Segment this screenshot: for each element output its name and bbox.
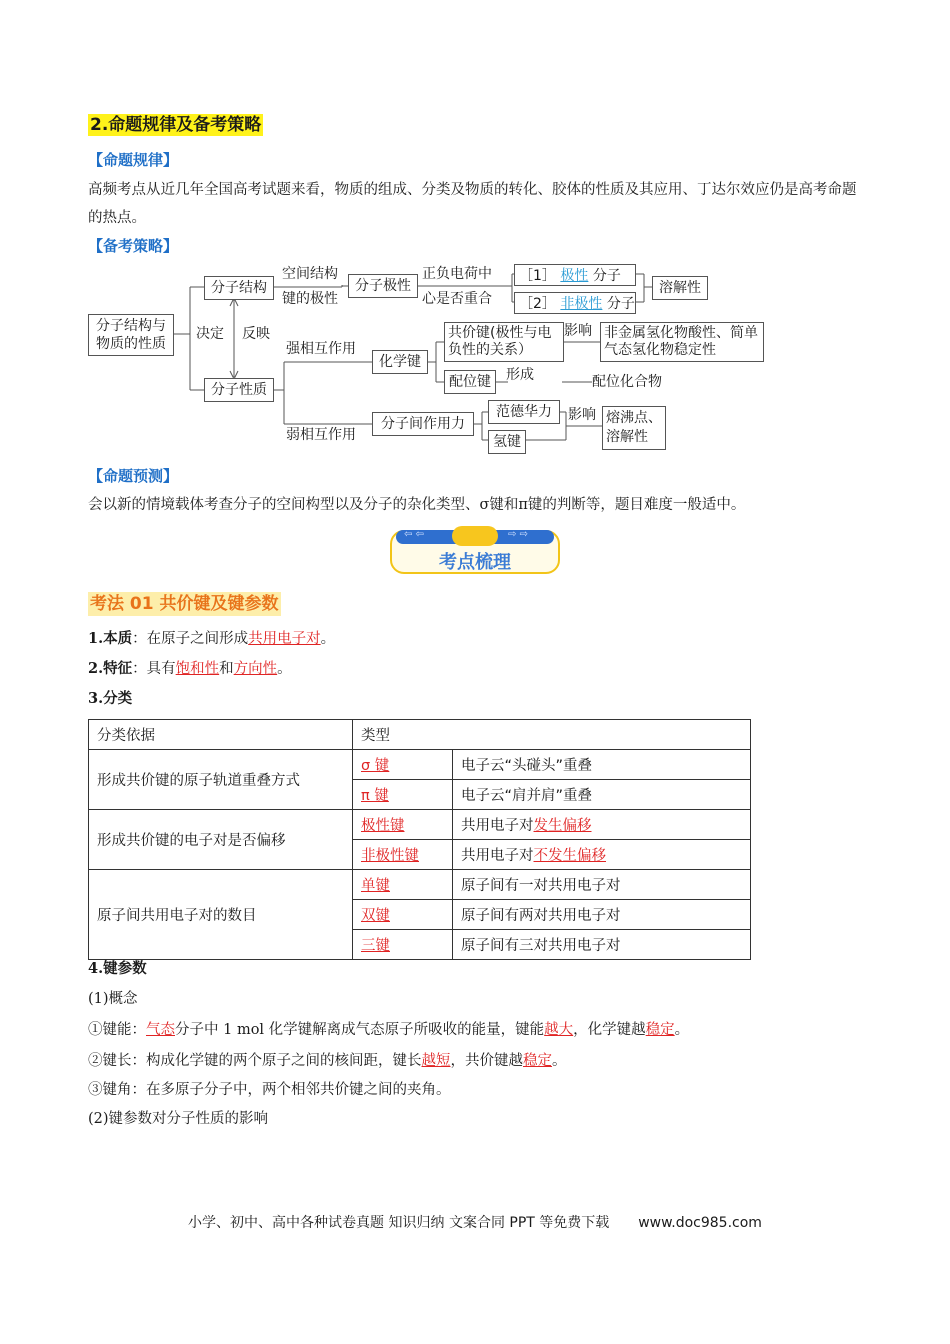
length-answer-2: 稳定 <box>523 1053 552 1069</box>
table-header-basis: 分类依据 <box>89 720 353 750</box>
reflect-label: 反映 <box>242 326 270 342</box>
melting-point-node: 熔沸点、溶解性 <box>602 406 666 450</box>
feature-pre: ：具有 <box>132 661 176 677</box>
strategy-heading: 【备考策略】 <box>88 237 179 255</box>
group-shift: 形成共价键的电子对是否偏移 <box>89 810 353 870</box>
property-node: 分子性质 <box>204 378 274 402</box>
table-header-row <box>89 720 751 750</box>
nonpolar-desc-pre: 共用电子对 <box>461 848 534 864</box>
pi-desc: 电子云“肩并肩”重叠 <box>453 780 751 810</box>
feature-label: 2.特征 <box>88 660 133 677</box>
kaofa-title: 考法 01 共价键及键参数 <box>90 594 279 614</box>
polar-molecule-node <box>514 264 636 286</box>
center-question-2: 心是否重合 <box>422 291 492 307</box>
acidity-node: 非金属氢化物酸性、简单气态氢化物稳定性 <box>600 322 764 362</box>
concept-map <box>86 262 766 462</box>
chem-bond-node: 化学键 <box>372 350 428 374</box>
footer-text: 小学、初中、高中各种试卷真题 知识归纳 文案合同 PPT 等免费下载 <box>188 1215 610 1231</box>
length-post: 。 <box>552 1053 567 1069</box>
badge-arrows-right: ⇨ ⇨ <box>508 529 528 540</box>
badge-text: 考点梳理 <box>439 552 511 573</box>
polar-answer: 极性 <box>560 268 589 284</box>
decide-label: 决定 <box>196 326 224 342</box>
pi-bond: π 键 <box>361 788 389 804</box>
bond-energy-line <box>88 1019 689 1041</box>
footer-site-link[interactable]: www.doc985.com <box>638 1215 762 1231</box>
energy-answer-1: 气态 <box>146 1022 175 1038</box>
length-pre: ②键长：构成化学键的两个原子之间的核间距，键长 <box>88 1053 422 1069</box>
section-title: 2.命题规律及备考策略 <box>90 115 262 135</box>
nonpolar-mol-label: 分子 <box>606 296 635 312</box>
table-row <box>89 810 751 840</box>
essence-line <box>88 628 335 650</box>
sigma-bond: σ 键 <box>361 758 390 774</box>
badge-knob <box>452 526 498 546</box>
single-bond: 单键 <box>361 878 390 894</box>
mol-polarity-node: 分子极性 <box>348 274 418 298</box>
energy-mid-2: ，化学键越 <box>573 1022 646 1038</box>
form-label: 形成 <box>506 367 534 383</box>
triple-desc: 原子间有三对共用电子对 <box>453 930 751 960</box>
essence-post: 。 <box>320 631 336 647</box>
predict-paragraph: 会以新的情境载体考查分子的空间构型以及分子的杂化类型、σ键和π键的判断等，题目难度一般适中。 <box>88 497 746 513</box>
energy-pre: ①键能： <box>88 1022 146 1038</box>
table-row <box>89 870 751 900</box>
essence-pre: ：在原子之间形成 <box>132 631 249 647</box>
polar-desc-pre: 共用电子对 <box>461 818 534 834</box>
length-mid: ，共价键越 <box>450 1053 523 1069</box>
blank-1-number: ［1］ <box>519 268 556 284</box>
spatial-label: 空间结构 <box>282 266 338 282</box>
concept-heading: (1)概念 <box>88 991 138 1007</box>
center-question-1: 正负电荷中 <box>422 266 492 282</box>
complex-compound-label: 配位化合物 <box>592 374 662 390</box>
feature-line <box>88 658 292 680</box>
essence-label: 1.本质 <box>88 630 133 647</box>
influence-label-1: 影响 <box>564 323 592 339</box>
influence-label-2: 影响 <box>568 407 596 423</box>
feature-post: 。 <box>277 661 292 677</box>
energy-mid-1: 分子中 1 mol 化学键解离成气态原子所吸收的能量，键能 <box>175 1022 545 1038</box>
nonpolar-bond: 非极性键 <box>361 848 419 864</box>
blank-2-number: ［2］ <box>519 296 556 312</box>
intermolecular-force-node: 分子间作用力 <box>372 412 474 436</box>
nonpolar-molecule-node <box>514 292 636 314</box>
single-desc: 原子间有一对共用电子对 <box>453 870 751 900</box>
nonpolar-answer: 非极性 <box>560 296 603 312</box>
influence-heading: (2)键参数对分子性质的影响 <box>88 1111 269 1127</box>
sigma-desc: 电子云“头碰头”重叠 <box>453 750 751 780</box>
double-bond: 双键 <box>361 908 390 924</box>
classification-table <box>88 719 751 960</box>
polar-desc-answer: 发生偏移 <box>533 818 592 834</box>
root-node: 分子结构与物质的性质 <box>88 314 174 356</box>
group-count: 原子间共用电子对的数目 <box>89 870 353 960</box>
rule-paragraph: 高频考点从近几年全国高考试题来看，物质的组成、分类及物质的转化、胶体的性质及其应用、丁达尔效应仍是高考命题的热点。 <box>88 182 857 226</box>
energy-answer-3: 稳定 <box>645 1022 675 1038</box>
hydrogen-bond-node: 氢键 <box>488 430 526 454</box>
predict-heading: 【命题预测】 <box>88 467 179 485</box>
table-header-type: 类型 <box>353 720 751 750</box>
covalent-bond-node: 共价键(极性与电负性的关系） <box>444 322 564 362</box>
feature-mid: 和 <box>219 661 234 677</box>
length-answer-1: 越短 <box>421 1053 451 1069</box>
coord-bond-node: 配位键 <box>444 370 496 394</box>
solubility-node: 溶解性 <box>652 276 708 300</box>
classification-heading: 3.分类 <box>88 690 133 707</box>
polar-bond: 极性键 <box>361 818 405 834</box>
rule-heading: 【命题规律】 <box>88 151 179 169</box>
energy-post: 。 <box>674 1022 690 1038</box>
feature-answer-1: 饱和性 <box>175 661 220 677</box>
energy-answer-2: 越大 <box>544 1022 574 1038</box>
bond-angle-line: ③键角：在多原子分子中，两个相邻共价键之间的夹角。 <box>88 1082 451 1098</box>
bond-polarity-label: 键的极性 <box>282 291 338 307</box>
weak-interaction-label: 弱相互作用 <box>286 427 356 443</box>
bond-length-line <box>88 1050 567 1072</box>
feature-answer-2: 方向性 <box>233 661 278 677</box>
table-row <box>89 750 751 780</box>
group-overlap: 形成共价键的原子轨道重叠方式 <box>89 750 353 810</box>
structure-node: 分子结构 <box>204 276 274 300</box>
polar-mol-label: 分子 <box>592 268 621 284</box>
nonpolar-desc-answer: 不发生偏移 <box>533 848 606 864</box>
vdw-force-node: 范德华力 <box>488 400 560 424</box>
essence-answer: 共用电子对 <box>248 631 321 647</box>
bond-params-heading: 4.键参数 <box>88 960 147 977</box>
double-desc: 原子间有两对共用电子对 <box>453 900 751 930</box>
kaodian-badge <box>386 526 564 576</box>
page-footer <box>0 1212 950 1232</box>
triple-bond: 三键 <box>361 938 390 954</box>
badge-arrows-left: ⇦ ⇦ <box>404 529 424 540</box>
strong-interaction-label: 强相互作用 <box>286 341 356 357</box>
